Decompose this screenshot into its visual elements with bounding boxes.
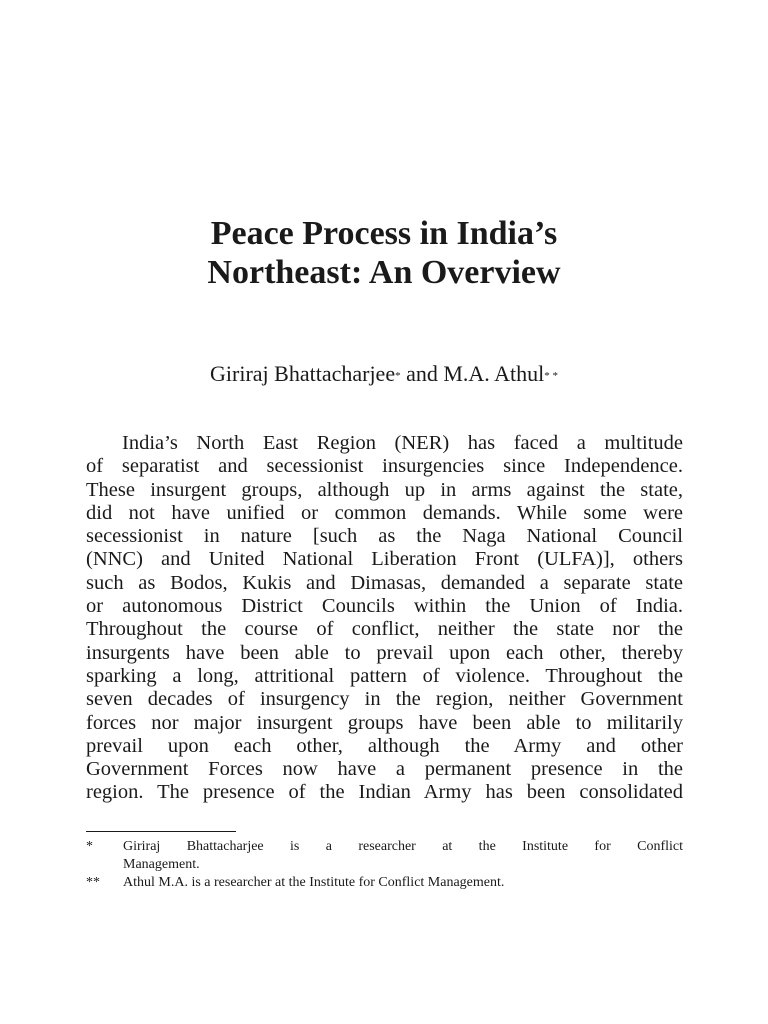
- body-line: such as Bodos, Kukis and Dimasas, demanded a separate state: [86, 571, 683, 594]
- author-1: Giriraj Bhattacharjee: [210, 361, 396, 386]
- body-line: These insurgent groups, although up in arms against the state,: [86, 478, 683, 501]
- footnote-mark: **: [86, 875, 100, 890]
- footnotes: [86, 838, 683, 892]
- body-line: did not have unified or common demands. While some were: [86, 501, 683, 524]
- body-line: forces nor major insurgent groups have been able to militarily: [86, 711, 683, 734]
- footnote-text: [123, 838, 683, 874]
- body-line: insurgents have been able to prevail upon each other, thereby: [86, 641, 683, 664]
- body-line: prevail upon each other, although the Army and other: [86, 734, 683, 757]
- title-line-2: Northeast: An Overview: [207, 254, 561, 291]
- body-line: or autonomous District Councils within the Union of India.: [86, 595, 683, 618]
- body-line: of separatist and secessionist insurgencies since Independence.: [86, 455, 683, 478]
- body-line: Government Forces now have a permanent presence in the: [86, 758, 683, 781]
- footnote-mark: *: [86, 839, 93, 854]
- footnote-divider: [86, 831, 236, 832]
- footnote-text-line: Management.: [123, 857, 200, 872]
- author-2-footnote-mark: * *: [544, 370, 558, 382]
- body-paragraph: [86, 432, 683, 805]
- footnote-text: [123, 874, 683, 892]
- author-2: M.A. Athul: [443, 361, 545, 386]
- footnote-text-line: Athul M.A. is a researcher at the Institute for Conflict Management.: [123, 875, 505, 890]
- body-line: secessionist in nature [such as the Naga National Council: [86, 525, 683, 548]
- author-connector: and: [400, 361, 444, 386]
- body-line: India’s North East Region (NER) has faced a multitude: [122, 432, 683, 454]
- footnote-item: [86, 838, 683, 874]
- body-line: seven decades of insurgency in the region, neither Government: [86, 688, 683, 711]
- body-line: region. The presence of the Indian Army has been consolidated: [86, 781, 683, 804]
- body-line: sparking a long, attritional pattern of violence. Throughout the: [86, 664, 683, 687]
- body-line: Throughout the course of conflict, neither the state nor the: [86, 618, 683, 641]
- title-line-1: Peace Process in India’s: [210, 215, 558, 252]
- footnote-text-line: Giriraj Bhattacharjee is a researcher at the Institute for Conflict: [123, 839, 683, 854]
- author-line: [0, 360, 768, 388]
- article-title: [0, 214, 768, 292]
- body-line: (NNC) and United National Liberation Front (ULFA)], others: [86, 548, 683, 571]
- footnote-item: [86, 874, 683, 892]
- author-1-footnote-mark: *: [395, 370, 401, 382]
